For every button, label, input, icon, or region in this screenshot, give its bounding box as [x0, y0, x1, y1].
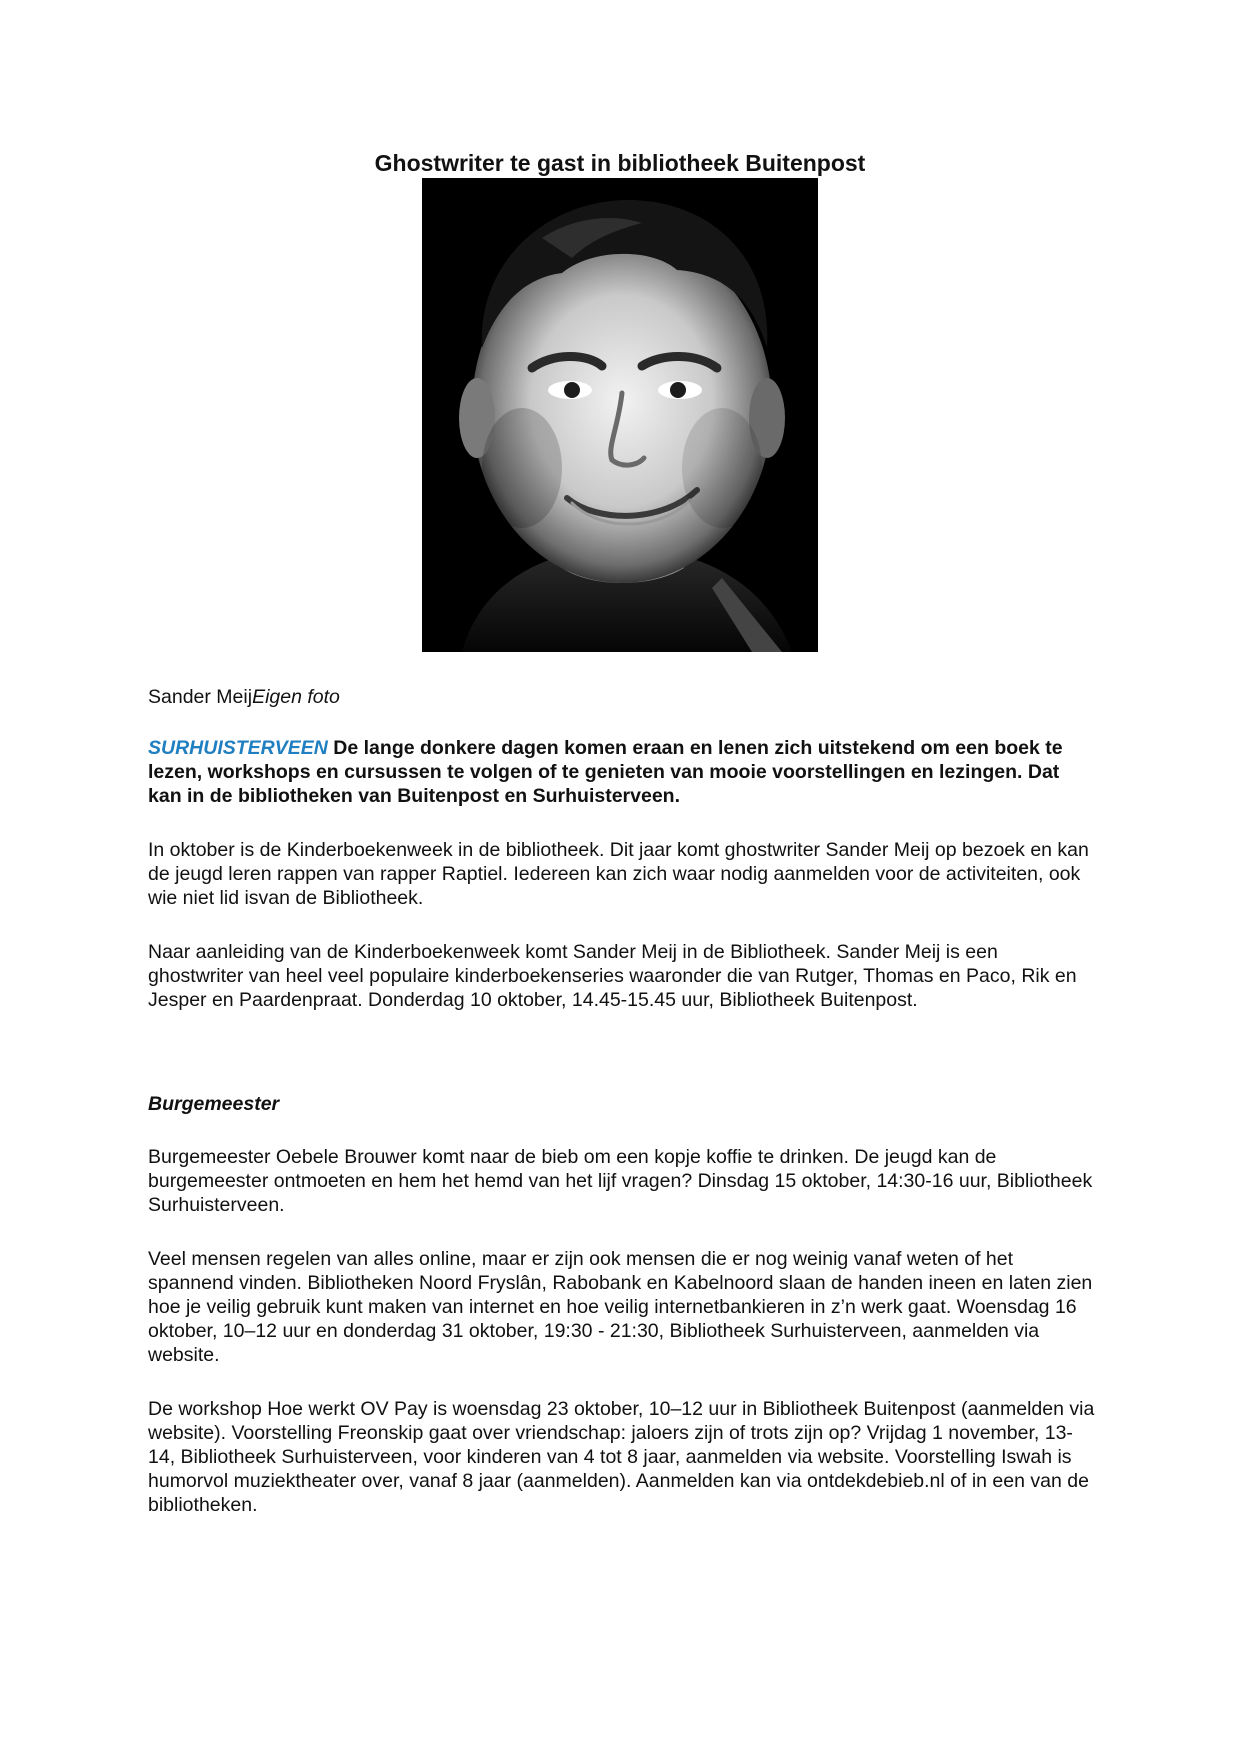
- section-subheading: [148, 1092, 1098, 1116]
- dateline-place: SURHUISTERVEEN: [148, 737, 328, 759]
- body-paragraph: [148, 1397, 1098, 1517]
- photo-caption: [148, 685, 1098, 709]
- paragraph-text: Burgemeester Oebele Brouwer komt naar de bieb om een kopje koffie te drinken. De jeugd kan de burgemeester ontmoeten en hem het hemd van het lijf vragen? Dinsdag 15 oktober, 14:30-16 uur, Bibliotheek Surhuisterveen.: [148, 1146, 1093, 1216]
- body-paragraph: [148, 1145, 1098, 1217]
- lead-text: De lange donkere dagen komen eraan en lenen zich uitstekend om een boek te lezen, workshops en cursussen te volgen of te genieten van mooie voorstellingen en lezingen. Dat kan in de bibliotheken van Buitenpost en Surhuisterveen.: [148, 737, 1063, 807]
- article-title: Ghostwriter te gast in bibliotheek Buitenpost: [374, 150, 866, 176]
- author-portrait-photo: [422, 178, 818, 652]
- lead-paragraph: [148, 736, 1098, 808]
- body-paragraph: [148, 1247, 1098, 1367]
- paragraph-text: Naar aanleiding van de Kinderboekenweek komt Sander Meij in de Bibliotheek. Sander Meij is een ghostwriter van heel veel populaire kinderboekenseries waaronder die van Rutger, Thomas en Paco, Rik en Jesper en Paardenpraat. Donderdag 10 oktober, 14.45-15.45 uur, Bibliotheek Buitenpost.: [148, 941, 1077, 1011]
- body-paragraph: [148, 940, 1098, 1012]
- paragraph-text: Veel mensen regelen van alles online, maar er zijn ook mensen die er nog weinig vanaf weten of het spannend vinden. Bibliotheken Noord Fryslân, Rabobank en Kabelnoord slaan de handen ineen en laten zien hoe je veilig gebruik kunt maken van internet en hoe veilig internetbankieren in z’n werk gaat. Woensdag 16 oktober, 10–12 uur en donderdag 31 oktober, 19:30 - 21:30, Bibliotheek Surhuisterveen, aanmelden via website.: [148, 1248, 1093, 1366]
- caption-source: Eigen foto: [252, 686, 340, 708]
- paragraph-text: De workshop Hoe werkt OV Pay is woensdag 23 oktober, 10–12 uur in Bibliotheek Buitenpost (aanmelden via website). Voorstelling Freonskip gaat over vriendschap: jaloers zijn of trots zijn op? Vrijdag 1 november, 13-14, Bibliotheek Surhuisterveen, voor kinderen van 4 tot 8 jaar, aanmelden via website. Voorstelling Iswah is humorvol muziektheater over, vanaf 8 jaar (aanmelden). Aanmelden kan via ontdekdebieb.nl of in een van de bibliotheken.: [148, 1398, 1095, 1516]
- paragraph-text: In oktober is de Kinderboekenweek in de bibliotheek. Dit jaar komt ghostwriter Sander Meij op bezoek en kan de jeugd leren rappen van rapper Raptiel. Iedereen kan zich waar nodig aanmelden voor de activiteiten, ook wie niet lid isvan de Bibliotheek.: [148, 839, 1089, 909]
- caption-name: Sander Meij: [148, 686, 253, 708]
- body-paragraph: [148, 838, 1098, 910]
- subheading-text: Burgemeester: [148, 1093, 280, 1115]
